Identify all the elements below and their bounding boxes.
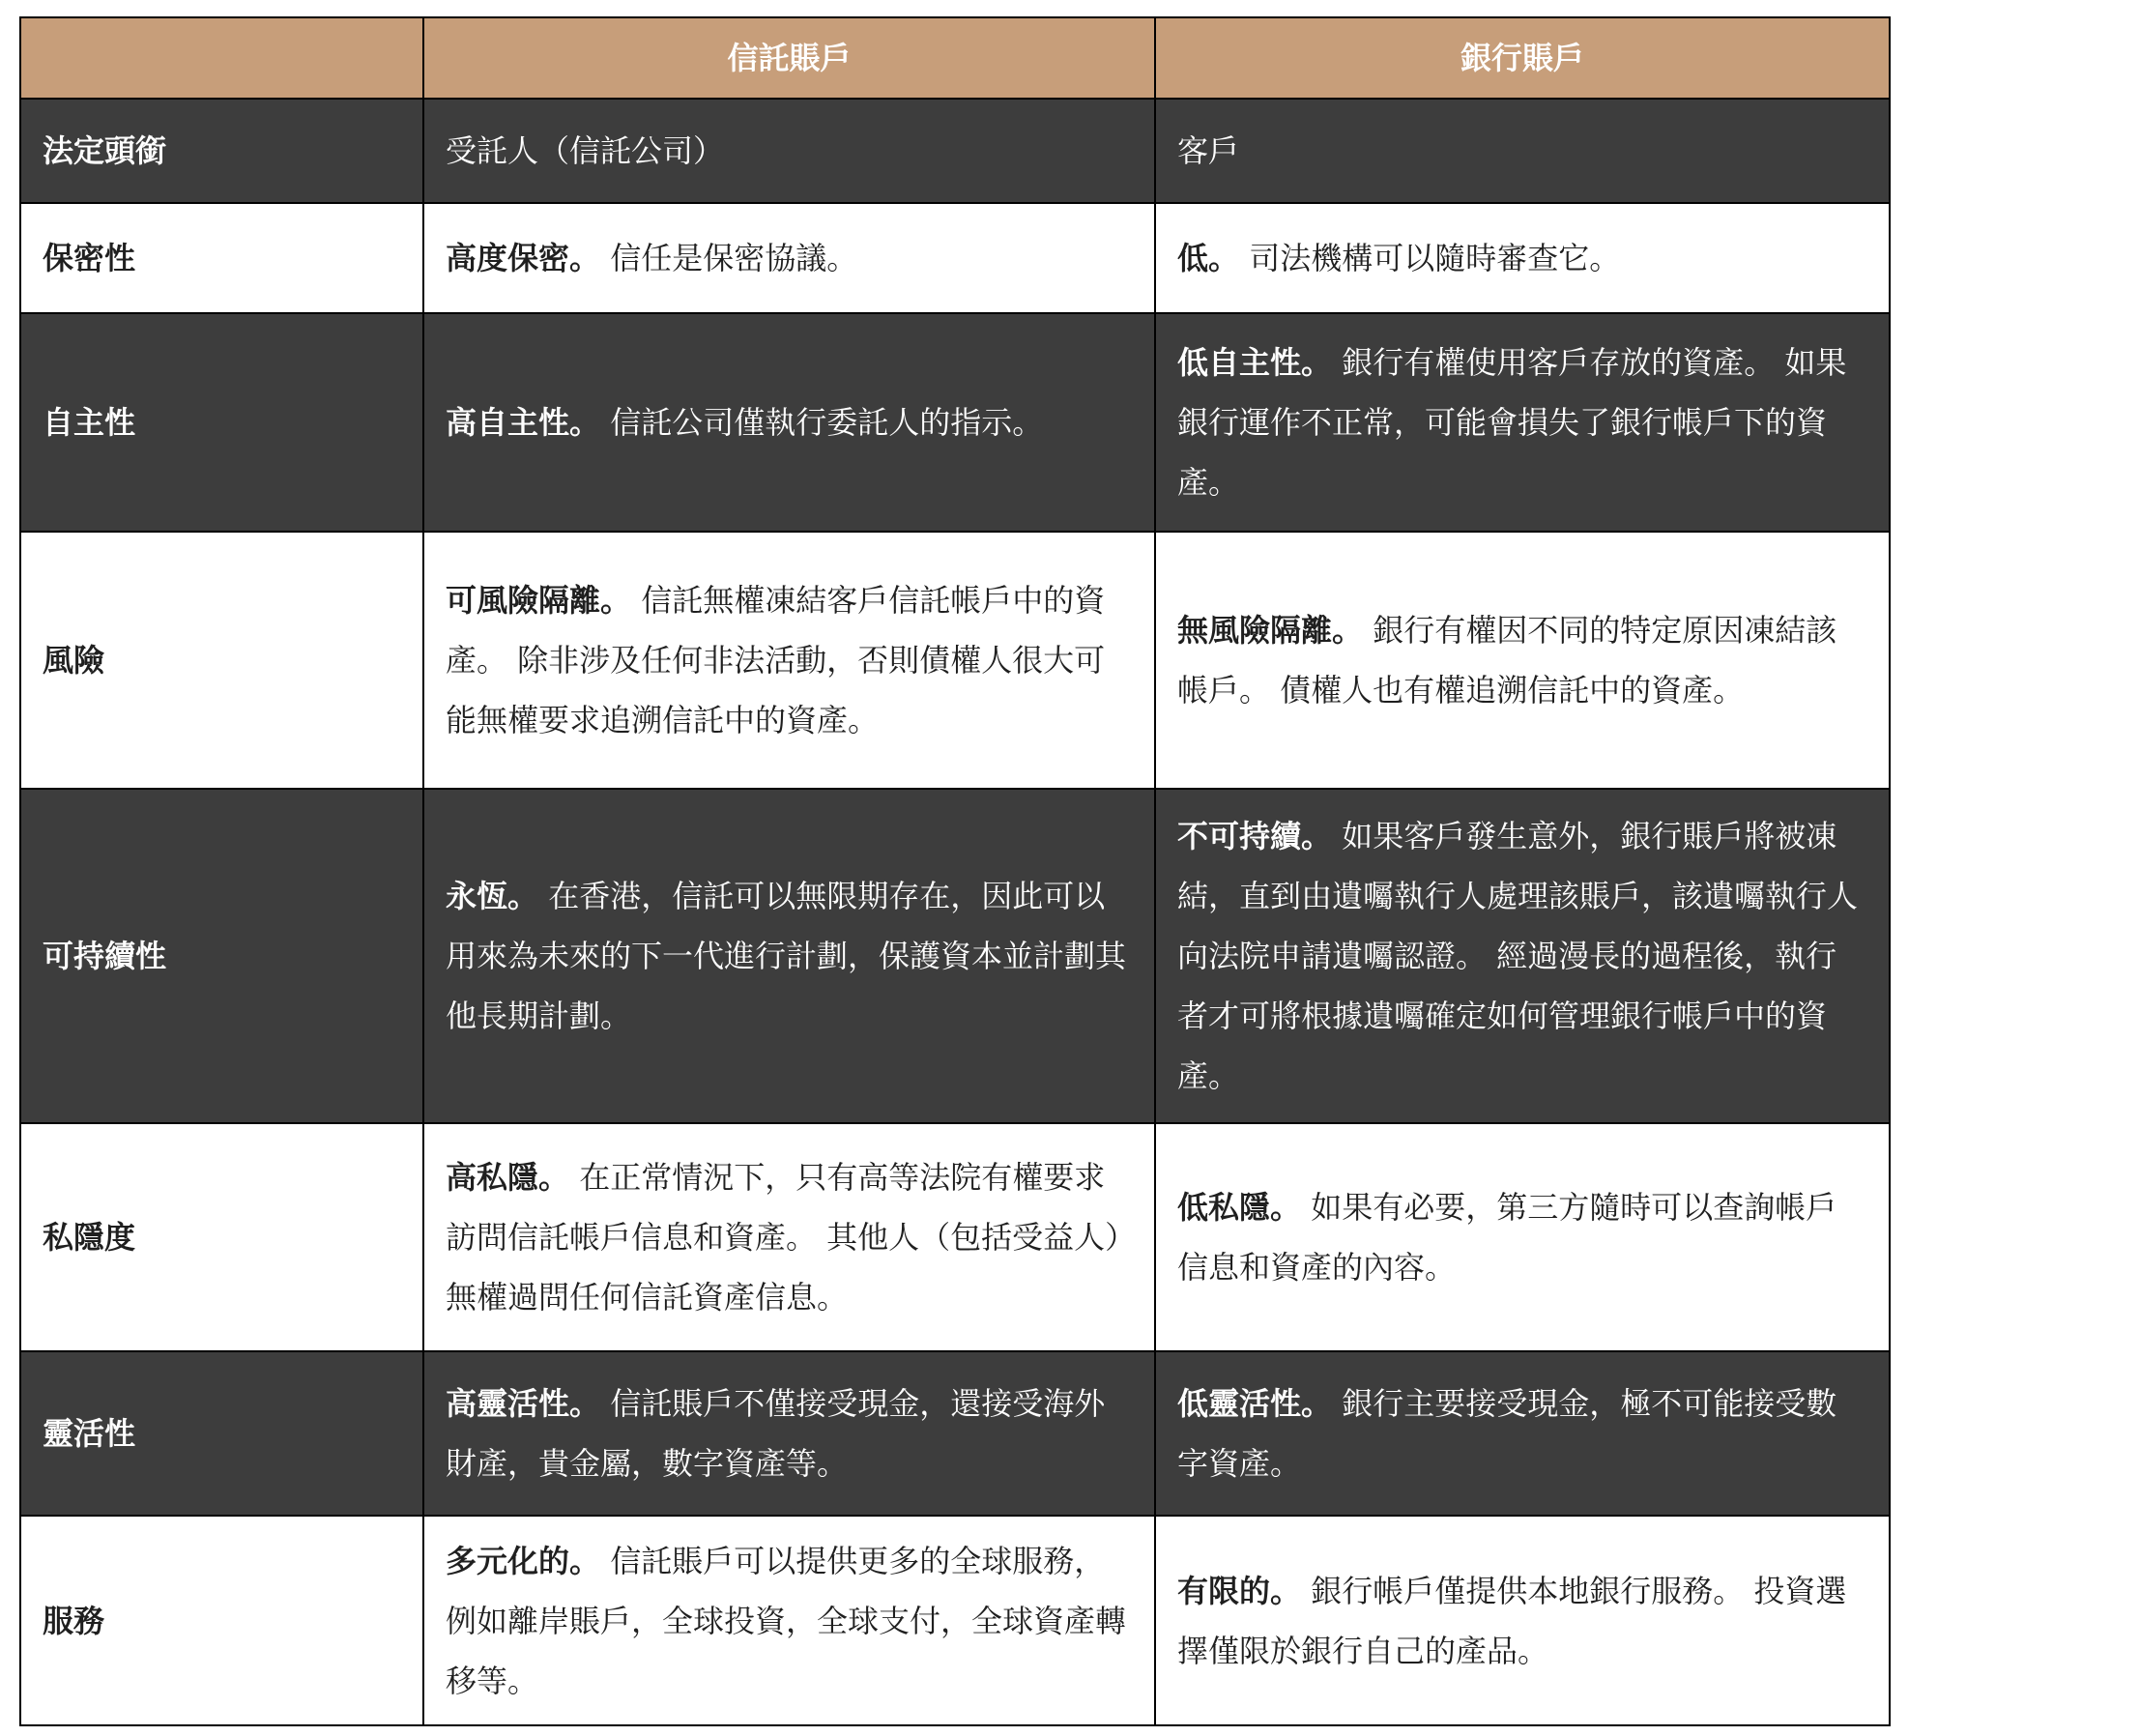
bank-text: 銀行有權使用客戶存放的資產。 如果銀行運作不正常，可能會損失了銀行帳戶下的資產。: [1177, 344, 1847, 501]
trust-lead: 高私隱。: [446, 1159, 570, 1196]
bank-lead: 有限的。: [1177, 1572, 1302, 1609]
bank-text: 銀行主要接受現金，極不可能接受數字資產。: [1177, 1385, 1837, 1482]
bank-cell: [1155, 532, 1890, 789]
row-label: 服務: [20, 1516, 423, 1725]
bank-text: 客戶: [1177, 132, 1240, 169]
bank-lead: 低私隱。: [1177, 1189, 1302, 1226]
trust-text: 信託公司僅執行委託人的指示。: [600, 404, 1044, 441]
bank-text: 銀行帳戶僅提供本地銀行服務。 投資選擇僅限於銀行自己的產品。: [1177, 1572, 1847, 1669]
trust-lead: 永恆。: [446, 878, 539, 914]
bank-lead: 不可持續。: [1177, 818, 1333, 854]
header-trust-account: 信託賬戶: [423, 17, 1155, 99]
bank-cell: [1155, 1351, 1890, 1516]
table-row-autonomy: [20, 313, 1890, 532]
trust-text: 受託人（信託公司）: [446, 132, 725, 169]
trust-cell: [423, 789, 1155, 1123]
table-row-services: [20, 1516, 1890, 1725]
bank-lead: 無風險隔離。: [1177, 612, 1364, 649]
table-row-legal-title: [20, 99, 1890, 203]
table-row-flexibility: [20, 1351, 1890, 1516]
trust-cell: [423, 1351, 1155, 1516]
bank-cell: [1155, 1516, 1890, 1725]
trust-lead: 高度保密。: [446, 240, 601, 276]
bank-lead: 低自主性。: [1177, 344, 1333, 381]
row-label: 自主性: [20, 313, 423, 532]
trust-cell: [423, 313, 1155, 532]
header-bank-account: 銀行賬戶: [1155, 17, 1890, 99]
bank-text: 如果客戶發生意外，銀行賬戶將被凍結，直到由遺囑執行人處理該賬戶，該遺囑執行人向法院申請遺囑認證。 經過漫長的過程後，執行者才可將根據遺囑確定如何管理銀行帳戶中的資產。: [1177, 818, 1859, 1094]
trust-lead: 可風險隔離。: [446, 582, 632, 619]
trust-cell: [423, 99, 1155, 203]
bank-cell: [1155, 203, 1890, 313]
trust-cell: [423, 1123, 1155, 1351]
bank-text: 司法機構可以隨時審查它。: [1239, 240, 1621, 276]
trust-text: 信託賬戶可以提供更多的全球服務，例如離岸賬戶，全球投資，全球支付，全球資產轉移等。: [446, 1542, 1127, 1699]
trust-cell: [423, 203, 1155, 313]
trust-text: 信任是保密協議。: [600, 240, 858, 276]
table-row-sustainability: [20, 789, 1890, 1123]
trust-cell: [423, 1516, 1155, 1725]
row-label: 私隱度: [20, 1123, 423, 1351]
trust-lead: 高自主性。: [446, 404, 601, 441]
trust-lead: 多元化的。: [446, 1542, 601, 1579]
bank-text: 銀行有權因不同的特定原因凍結該帳戶。 債權人也有權追溯信託中的資產。: [1177, 612, 1837, 709]
bank-text: 如果有必要，第三方隨時可以查詢帳戶信息和資產的內容。: [1177, 1189, 1837, 1286]
table-row-risk: [20, 532, 1890, 789]
bank-cell: [1155, 789, 1890, 1123]
row-label: 可持續性: [20, 789, 423, 1123]
bank-cell: [1155, 99, 1890, 203]
comparison-table: [19, 16, 1891, 1726]
trust-text: 信託無權凍結客戶信託帳戶中的資產。 除非涉及任何非法活動，否則債權人很大可能無權要求追溯信託中的資產。: [446, 582, 1106, 738]
bank-cell: [1155, 313, 1890, 532]
row-label: 靈活性: [20, 1351, 423, 1516]
trust-cell: [423, 532, 1155, 789]
trust-text: 在正常情況下，只有高等法院有權要求訪問信託帳戶信息和資產。 其他人（包括受益人）無權過問任何信託資產信息。: [446, 1159, 1121, 1316]
bank-lead: 低靈活性。: [1177, 1385, 1333, 1422]
trust-text: 信託賬戶不僅接受現金，還接受海外財產，貴金屬，數字資產等。: [446, 1385, 1106, 1482]
bank-cell: [1155, 1123, 1890, 1351]
bank-lead: 低。: [1177, 240, 1240, 276]
table-header-row: [20, 17, 1890, 99]
table-row-privacy: [20, 1123, 1890, 1351]
trust-text: 在香港，信託可以無限期存在，因此可以用來為未來的下一代進行計劃，保護資本並計劃其他長期計劃。: [446, 878, 1127, 1034]
trust-lead: 高靈活性。: [446, 1385, 601, 1422]
row-label: 保密性: [20, 203, 423, 313]
header-corner-cell: [20, 17, 423, 99]
row-label: 風險: [20, 532, 423, 789]
table-row-confidentiality: [20, 203, 1890, 313]
row-label: 法定頭銜: [20, 99, 423, 203]
